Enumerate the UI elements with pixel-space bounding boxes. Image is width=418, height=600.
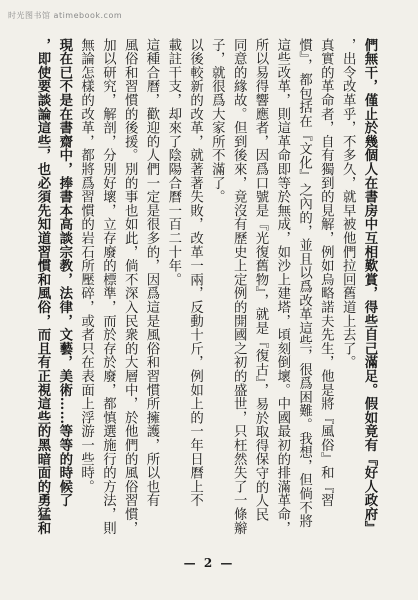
text-column: 子，就很爲大家所不滿了。 (209, 38, 225, 204)
text-column: 風俗和習慣的後援。別的事也如此，倘不深入民衆的大層中，於他們的風俗習慣， (122, 38, 138, 535)
text-column: 同意的緣故。但到後來，竟沒有歷史上定例的開國之初的盛世，只枉然失了一條辮 (231, 38, 247, 535)
text-column: 載註干支，却來了陰陽合曆一百二十年。 (165, 38, 181, 287)
text-column: 無論怎樣的改革，都將爲習慣的岩石所壓碎，或者只在表面上浮游一些時。 (78, 38, 94, 494)
text-column: 真實的革命者，自有獨到的見解，例如烏略諾夫先生，他是將『風俗』和『習 (318, 38, 334, 508)
watermark: 时光图书馆 atimebook.com (8, 11, 123, 20)
text-column: 這種合曆，歡迎的人們一定是很多的，因爲這是風俗和習慣所擁護，所以也有 (143, 38, 159, 508)
text-column: 加以研究，解剖，分別好壞，立存廢的標準，而於存於廢，都慎選施行的方法，則 (100, 38, 116, 535)
text-column: 以後較新的改革，就著著失敗，改革一兩，反動十斤，例如上的一年日曆上不 (187, 38, 203, 508)
text-column: 所以易得響應者，因爲口號是『光復舊物』，就是『復古』，易於取得保守的人民 (252, 38, 268, 522)
text-column: 現在已不是在書齋中，捧書本高談宗教，法律，文藝，美術……等等的時候了 (56, 38, 73, 508)
text-column: 這些改革，則這革命即等於無成，如沙上建塔，頃刻倒壞。中國最初的排滿革命， (274, 38, 290, 535)
text-column: 慣』，都包括在『文化』之內的，並且以爲改革這些，很爲困難。我想，但倘不將 (296, 38, 312, 529)
text-column: ，即使要談論這些，也必須先知道習慣和風俗，而且有正視這些的黑暗面的勇猛和 (35, 38, 51, 535)
text-columns (34, 38, 378, 538)
text-column: 們無干，僅止於幾個人在書房中互相歎賞，得些自己滿足。假如竟有『好人政府』 (361, 38, 378, 535)
text-column: ，出令改革乎，不多久，就早被他們拉回舊道上去了。 (340, 38, 356, 370)
page-number: — 2 — (183, 556, 235, 570)
